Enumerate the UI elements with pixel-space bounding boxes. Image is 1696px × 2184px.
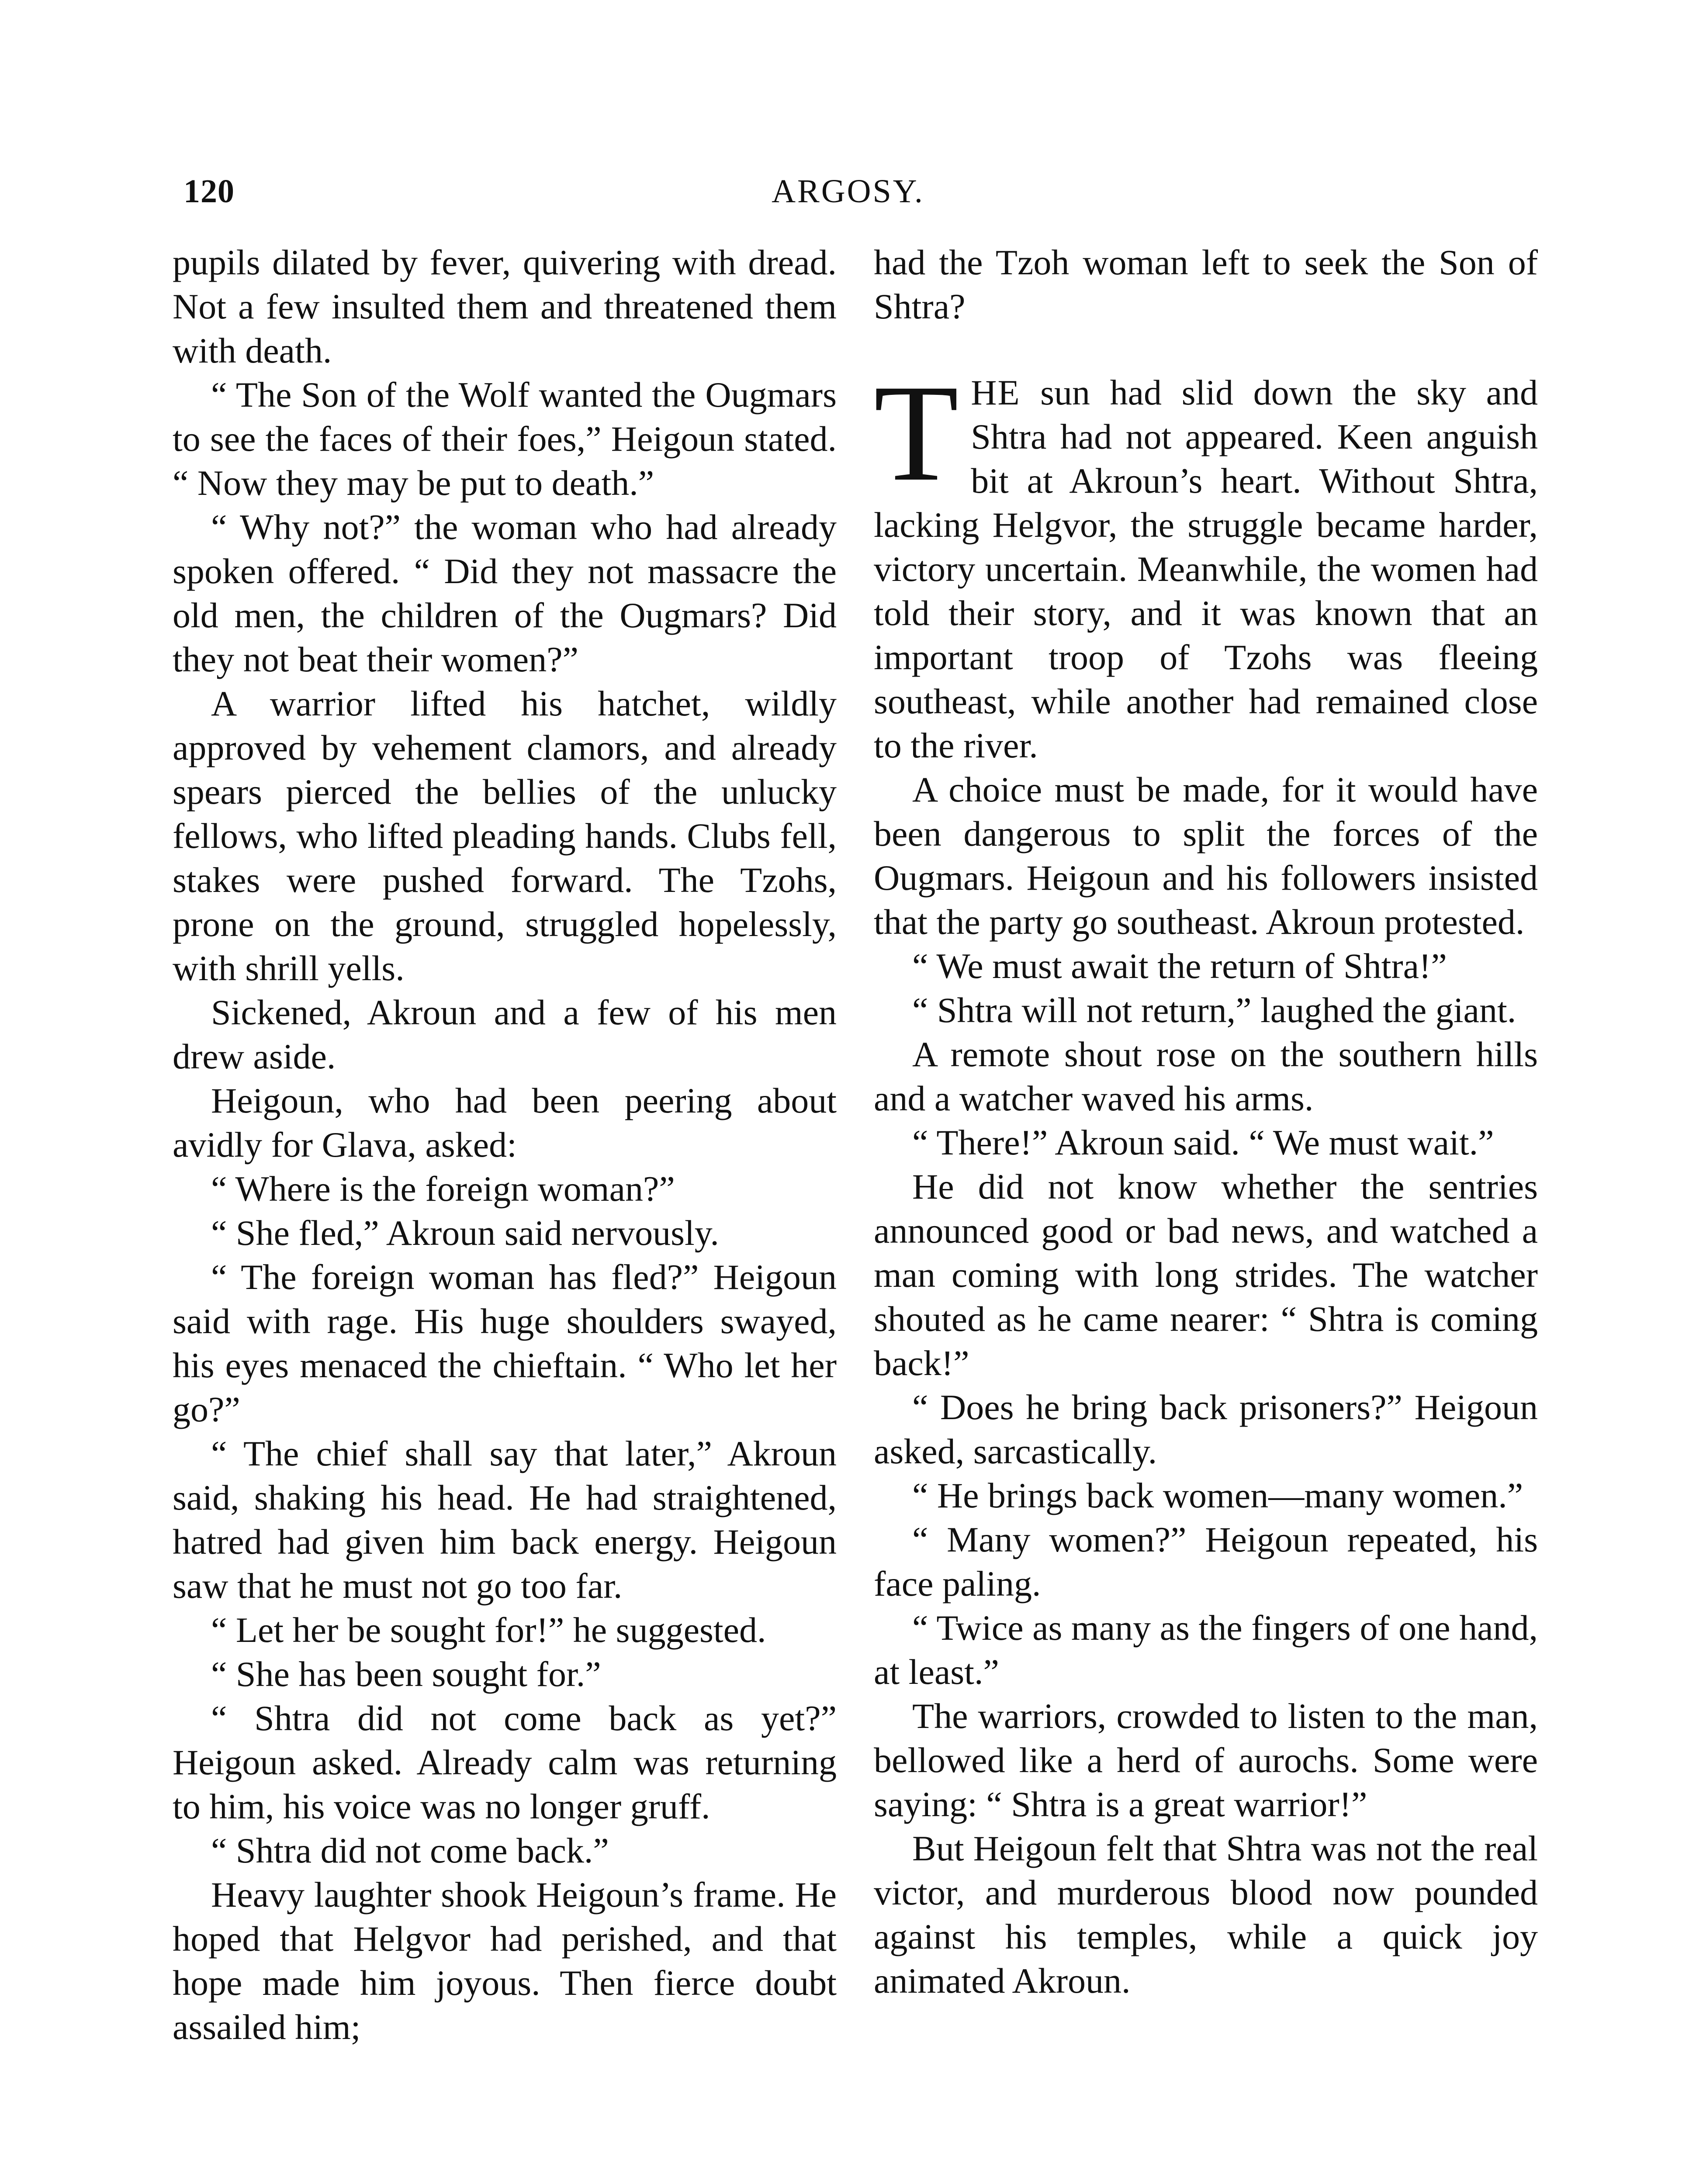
drop-cap-tail: HE — [971, 373, 1021, 412]
paragraph: Heavy laughter shook Heigoun’s frame. He hoped that Helgvor had perished, and that hope made him joyous. Then fierce doubt assailed him; — [173, 1875, 837, 2047]
right-column — [874, 240, 1538, 2003]
paragraph: He did not know whether the sentries announced good or bad news, and watched a man coming with long strides. The watcher shouted as he came nearer: “ Shtra is coming back!” — [874, 1167, 1538, 1383]
left-column — [173, 240, 837, 2049]
paragraph: “ The chief shall say that later,” Akroun said, shaking his head. He had straightened, hatred had given him back energy. Heigoun saw that he must not go too far. — [173, 1434, 837, 1606]
drop-cap: T — [874, 356, 959, 510]
section-opening-text: sun had slid down the sky and Shtra had not appeared. Keen anguish bit at Akroun’s heart. Without Shtra, lacking Helgvor, the struggle became harder, victory uncertain. Meanwhile, the women had told their story, and it was known that an important troop of Tzohs was fleeing southeast, while another had remained close to the river. — [874, 373, 1538, 765]
paragraph: “ Shtra did not come back.” — [211, 1831, 609, 1870]
paragraph: “ Why not?” the woman who had already spoken offered. “ Did they not massacre the old men, the children of the Ougmars? Did they not beat their women?” — [173, 507, 837, 679]
paragraph: “ Shtra will not return,” laughed the giant. — [912, 990, 1516, 1030]
paragraph: “ Does he bring back prisoners?” Heigoun asked, sarcastically. — [874, 1387, 1538, 1471]
paragraph: “ We must await the return of Shtra!” — [912, 946, 1447, 986]
section-opening-paragraph — [874, 356, 1538, 767]
paragraph: “ Twice as many as the fingers of one hand, at least.” — [874, 1608, 1538, 1692]
paragraph: “ The Son of the Wolf wanted the Ougmars to see the faces of their foes,” Heigoun stated. “ Now they may be put to death.” — [173, 375, 837, 503]
paragraph: Sickened, Akroun and a few of his men drew aside. — [173, 992, 837, 1076]
paragraph: “ Many women?” Heigoun repeated, his face paling. — [874, 1520, 1538, 1603]
paragraph-continuation: had the Tzoh woman left to seek the Son of Shtra? — [874, 242, 1538, 326]
paragraph: pupils dilated by fever, quivering with dread. Not a few insulted them and threatened them with death. — [173, 242, 837, 370]
paragraph: A remote shout rose on the southern hills and a watcher waved his arms. — [874, 1034, 1538, 1118]
paragraph: “ Where is the foreign woman?” — [211, 1169, 675, 1209]
paragraph: But Heigoun felt that Shtra was not the real victor, and murderous blood now pounded against his temples, while a quick joy animated Akroun. — [874, 1828, 1538, 2001]
paragraph: A warrior lifted his hatchet, wildly approved by vehement clamors, and already spears pierced the bellies of the unlucky fellows, who lifted pleading hands. Clubs fell, stakes were pushed forward. The Tzohs, prone on the ground, struggled hopelessly, with shrill yells. — [173, 684, 837, 988]
paragraph: Heigoun, who had been peering about avidly for Glava, asked: — [173, 1081, 837, 1165]
page-number: 120 — [183, 173, 235, 210]
paragraph: “ Let her be sought for!” he suggested. — [211, 1610, 766, 1650]
paragraph: “ There!” Akroun said. “ We must wait.” — [912, 1123, 1494, 1162]
paragraph: “ The foreign woman has fled?” Heigoun said with rage. His huge shoulders swayed, his eyes menaced the chieftain. “ Who let her go?” — [173, 1257, 837, 1429]
paragraph: The warriors, crowded to listen to the man, bellowed like a herd of aurochs. Some were saying: “ Shtra is a great warrior!” — [874, 1696, 1538, 1824]
paragraph: “ Shtra did not come back as yet?” Heigoun asked. Already calm was returning to him, his voice was no longer gruff. — [173, 1698, 837, 1826]
paragraph: A choice must be made, for it would have been dangerous to split the forces of the Ougmars. Heigoun and his followers insisted that the party go southeast. Akroun protested. — [874, 770, 1538, 942]
paragraph: “ She fled,” Akroun said nervously. — [211, 1213, 719, 1253]
paragraph: “ She has been sought for.” — [211, 1654, 601, 1694]
running-title: ARGOSY. — [772, 173, 924, 210]
paragraph: “ He brings back women—many women.” — [912, 1476, 1523, 1515]
